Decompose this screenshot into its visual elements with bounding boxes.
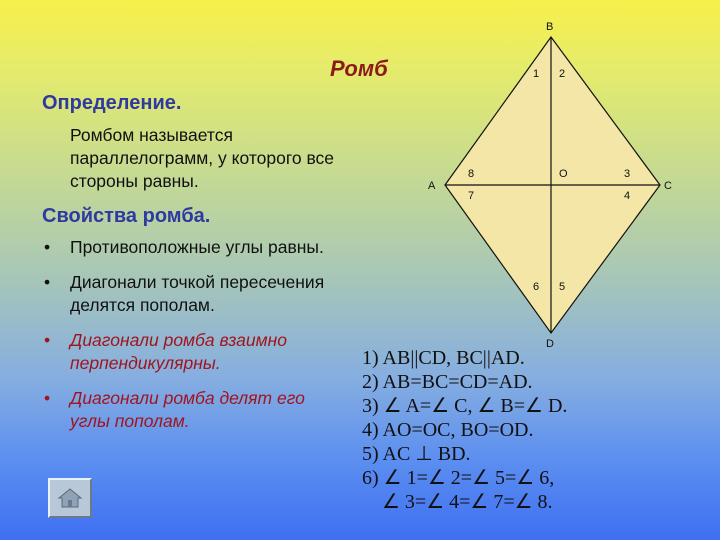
formula-line: 5) AC ⊥ BD.: [362, 443, 471, 465]
angle-6-label: 6: [533, 281, 540, 293]
angle-3-label: 3: [624, 168, 631, 180]
properties-formulas: [362, 346, 567, 514]
formula-line: 6) ∠ 1=∠ 2=∠ 5=∠ 6,: [362, 467, 555, 489]
property-text: Противоположные углы равны.: [70, 237, 324, 257]
vertex-d-label: D: [546, 338, 554, 350]
formula-line: 2) AB=BC=CD=AD.: [362, 371, 533, 393]
formula-line: 1) AB||CD, BC||AD.: [362, 347, 525, 369]
vertex-b-label: B: [546, 21, 554, 33]
definition-text: Ромбом называется параллелограмм, у которого все стороны равны.: [70, 125, 335, 191]
bullet: •: [44, 330, 51, 350]
formula-line: 3) ∠ A=∠ C, ∠ B=∠ D.: [362, 395, 568, 417]
bullet: •: [44, 272, 51, 292]
formula-line: ∠ 3=∠ 4=∠ 7=∠ 8.: [362, 491, 553, 513]
angle-8-label: 8: [468, 168, 475, 180]
properties-heading: Свойства ромба.: [42, 205, 211, 227]
property-text: Диагонали ромба делят его углы пополам.: [70, 388, 305, 431]
center-o-label: O: [559, 168, 568, 180]
vertex-c-label: C: [664, 180, 672, 192]
angle-1-label: 1: [533, 68, 540, 80]
property-text: Диагонали точкой пересечения делятся пополам.: [70, 272, 325, 315]
property-text: Диагонали ромба взаимно перпендикулярны.: [70, 330, 287, 373]
bullet: •: [44, 388, 51, 408]
slide-title: Ромб: [330, 56, 388, 81]
angle-5-label: 5: [559, 281, 566, 293]
formula-line: 4) AO=OC, BO=OD.: [362, 419, 534, 441]
home-button[interactable]: [48, 478, 92, 518]
vertex-a-label: A: [428, 180, 436, 192]
angle-4-label: 4: [624, 190, 631, 202]
home-icon: [57, 487, 83, 509]
bullet: •: [44, 237, 51, 257]
angle-2-label: 2: [559, 68, 566, 80]
angle-7-label: 7: [468, 190, 475, 202]
definition-heading: Определение.: [42, 92, 182, 114]
